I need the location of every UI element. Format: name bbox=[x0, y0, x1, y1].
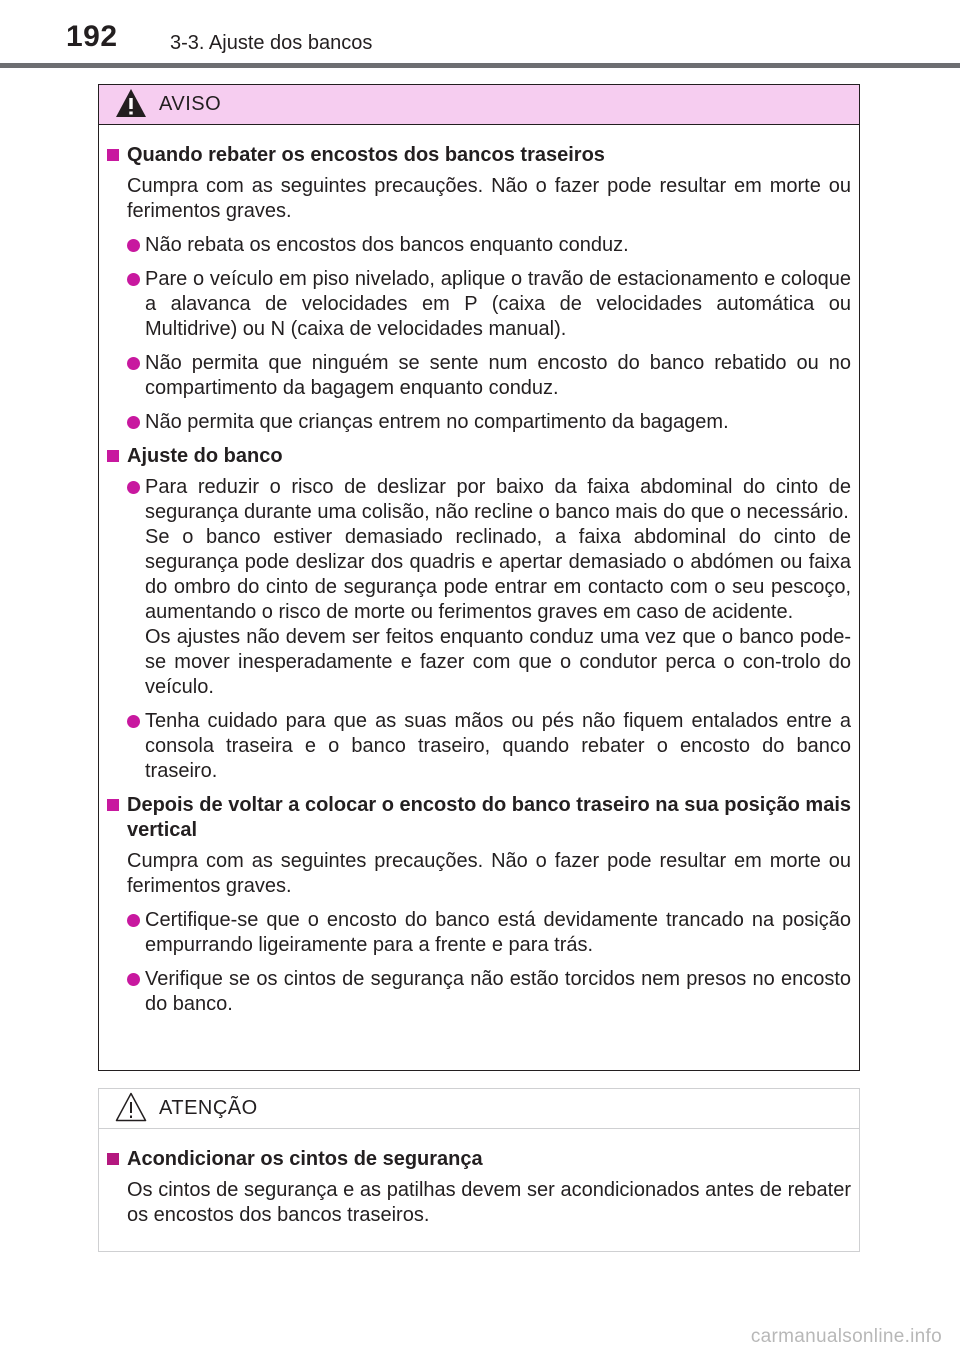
caution-triangle-icon bbox=[114, 1091, 148, 1123]
header-rule bbox=[0, 63, 960, 68]
section-intro: Os cintos de segurança e as patilhas devem ser acondicionados antes de rebater os encostos dos bancos traseiros. bbox=[127, 1179, 851, 1226]
warning-box-header bbox=[99, 85, 859, 125]
round-bullet-icon bbox=[127, 357, 140, 370]
square-bullet-icon bbox=[107, 799, 119, 811]
section-heading: Quando rebater os encostos dos bancos traseiros bbox=[107, 143, 851, 168]
bullet-item: Não permita que crianças entrem no compartimento da bagagem. bbox=[107, 410, 851, 435]
caution-box-body bbox=[99, 1129, 859, 1228]
section-title: 3-3. Ajuste dos bancos bbox=[170, 32, 373, 54]
bullet-item: Tenha cuidado para que as suas mãos ou pés não fiquem entalados entre a consola traseira e o banco traseiro, quando rebater o encosto do banco traseiro. bbox=[107, 709, 851, 784]
bullet-item: Não permita que ninguém se sente num encosto do banco rebatido ou no compartimento da bagagem enquanto conduz. bbox=[107, 351, 851, 401]
warning-box bbox=[98, 84, 860, 1071]
section-heading: Ajuste do banco bbox=[107, 444, 851, 469]
square-bullet-icon bbox=[107, 450, 119, 462]
square-bullet-icon bbox=[107, 1153, 119, 1165]
round-bullet-icon bbox=[127, 481, 140, 494]
bullet-item: Pare o veículo em piso nivelado, aplique o travão de estacionamento e coloque a alavanca de velocidades em P (caixa de velocidades automática ou Multidrive) ou N (caixa de velocidades manual). bbox=[107, 267, 851, 342]
bullet-item: Para reduzir o risco de deslizar por baixo da faixa abdominal do cinto de segurança durante uma colisão, não recline o banco mais do que o necessário. Se o banco estiver demasiado reclinado, a faixa abdominal do cinto de segurança pode deslizar dos quadris e apertar demasiado o abdómen ou faixa do ombro do cinto de segurança pode entrar em contacto com o seu pescoço, aumentando o risco de morte ou ferimentos graves em caso de acidente. Os ajustes não devem ser feitos enquanto conduz uma vez que o banco pode-se mover inesperadamente e fazer com que o condutor perca o con-trolo do veículo. bbox=[107, 475, 851, 700]
watermark: carmanualsonline.info bbox=[750, 1326, 942, 1347]
section-heading: Acondicionar os cintos de segurança bbox=[107, 1147, 851, 1172]
section-intro: Cumpra com as seguintes precauções. Não o fazer pode resultar em morte ou ferimentos graves. bbox=[127, 175, 851, 222]
round-bullet-icon bbox=[127, 239, 140, 252]
round-bullet-icon bbox=[127, 273, 140, 286]
caution-box-title: ATENÇÃO bbox=[159, 1097, 258, 1119]
warning-triangle-icon bbox=[114, 87, 148, 119]
caution-box-header bbox=[99, 1089, 859, 1129]
bullet-item: Verifique se os cintos de segurança não estão torcidos nem presos no encosto do banco. bbox=[107, 967, 851, 1017]
section-intro: Cumpra com as seguintes precauções. Não o fazer pode resultar em morte ou ferimentos graves. bbox=[127, 850, 851, 897]
page-number: 192 bbox=[66, 20, 118, 53]
section-heading: Depois de voltar a colocar o encosto do banco traseiro na sua posição mais vertical bbox=[107, 793, 851, 843]
page-header bbox=[0, 0, 960, 70]
round-bullet-icon bbox=[127, 973, 140, 986]
warning-box-title: AVISO bbox=[159, 93, 222, 115]
round-bullet-icon bbox=[127, 914, 140, 927]
caution-box bbox=[98, 1088, 860, 1252]
round-bullet-icon bbox=[127, 715, 140, 728]
bullet-item: Não rebata os encostos dos bancos enquanto conduz. bbox=[107, 233, 851, 258]
warning-box-body bbox=[99, 125, 859, 1017]
square-bullet-icon bbox=[107, 149, 119, 161]
round-bullet-icon bbox=[127, 416, 140, 429]
bullet-item: Certifique-se que o encosto do banco está devidamente trancado na posição empurrando ligeiramente para a frente e para trás. bbox=[107, 908, 851, 958]
